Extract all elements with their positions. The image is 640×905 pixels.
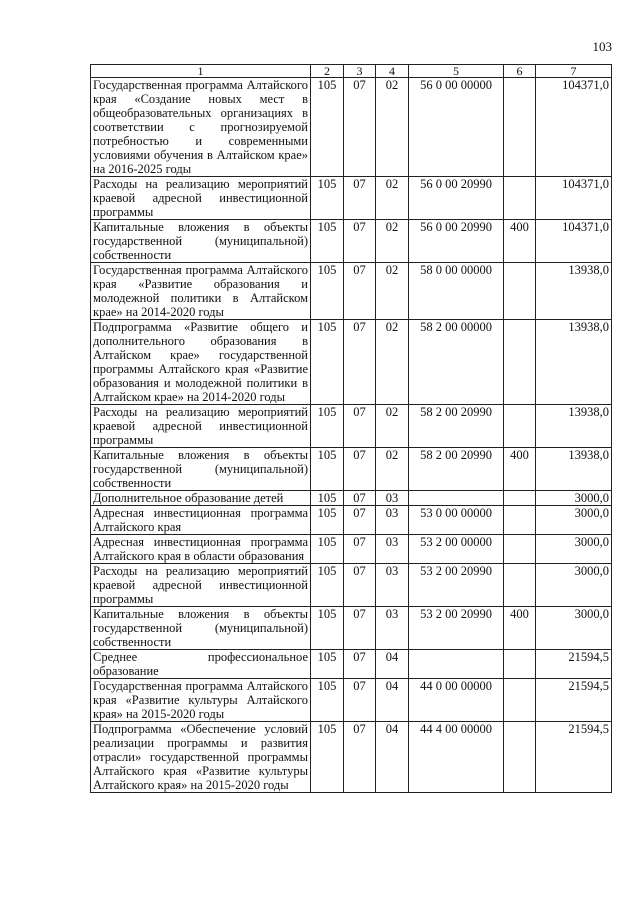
- row-name-cell: Капитальные вложения в объекты государственной (муниципальной) собственности: [91, 448, 311, 491]
- table-row: [91, 220, 612, 263]
- row-code-4-cell: 04: [376, 679, 409, 722]
- row-code-6-cell: [504, 650, 536, 679]
- row-code-6-cell: [504, 78, 536, 177]
- table-row: [91, 564, 612, 607]
- row-code-4-cell: 04: [376, 722, 409, 793]
- row-code-6-cell: [504, 722, 536, 793]
- row-amount-cell: 3000,0: [536, 535, 612, 564]
- table-row: [91, 177, 612, 220]
- row-name-cell: Подпрограмма «Развитие общего и дополнительного образования в Алтайском крае» государственной программы Алтайского края «Развитие образования и молодежной политики в Алтайском крае» на 2014-2020 годы: [91, 320, 311, 405]
- row-code-3-cell: 07: [344, 177, 376, 220]
- row-code-2-cell: 105: [311, 405, 344, 448]
- row-name-cell: Расходы на реализацию мероприятий краевой адресной инвестиционной программы: [91, 564, 311, 607]
- row-code-4-cell: 03: [376, 535, 409, 564]
- row-code-6-cell: [504, 405, 536, 448]
- row-code-4-cell: 02: [376, 448, 409, 491]
- row-code-3-cell: 07: [344, 535, 376, 564]
- row-amount-cell: 3000,0: [536, 564, 612, 607]
- row-code-6-cell: [504, 564, 536, 607]
- table-row: [91, 607, 612, 650]
- row-code-6-cell: [504, 263, 536, 320]
- row-code-4-cell: 03: [376, 506, 409, 535]
- row-code-3-cell: 07: [344, 722, 376, 793]
- row-amount-cell: 3000,0: [536, 607, 612, 650]
- row-code-3-cell: 07: [344, 405, 376, 448]
- row-code-2-cell: 105: [311, 263, 344, 320]
- header-col-3: 3: [344, 65, 376, 78]
- row-amount-cell: 13938,0: [536, 320, 612, 405]
- table-row: [91, 78, 612, 177]
- row-amount-cell: 3000,0: [536, 491, 612, 506]
- row-code-6-cell: [504, 320, 536, 405]
- row-code-2-cell: 105: [311, 506, 344, 535]
- table-row: [91, 491, 612, 506]
- row-code-2-cell: 105: [311, 650, 344, 679]
- row-name-cell: Расходы на реализацию мероприятий краевой адресной инвестиционной программы: [91, 405, 311, 448]
- row-code-2-cell: 105: [311, 448, 344, 491]
- table-row: [91, 722, 612, 793]
- table-row: [91, 405, 612, 448]
- table-header-row: [91, 65, 612, 78]
- row-code-5-cell: 53 2 00 00000: [409, 535, 504, 564]
- row-code-2-cell: 105: [311, 535, 344, 564]
- row-code-2-cell: 105: [311, 722, 344, 793]
- row-code-3-cell: 07: [344, 220, 376, 263]
- row-name-cell: Расходы на реализацию мероприятий краевой адресной инвестиционной программы: [91, 177, 311, 220]
- row-amount-cell: 3000,0: [536, 506, 612, 535]
- row-code-4-cell: 02: [376, 320, 409, 405]
- table-row: [91, 320, 612, 405]
- row-code-4-cell: 03: [376, 607, 409, 650]
- table-row: [91, 650, 612, 679]
- row-code-2-cell: 105: [311, 491, 344, 506]
- row-code-5-cell: 58 2 00 00000: [409, 320, 504, 405]
- header-col-5: 5: [409, 65, 504, 78]
- row-amount-cell: 13938,0: [536, 263, 612, 320]
- header-col-4: 4: [376, 65, 409, 78]
- row-code-5-cell: 58 0 00 00000: [409, 263, 504, 320]
- row-amount-cell: 13938,0: [536, 448, 612, 491]
- row-code-6-cell: 400: [504, 448, 536, 491]
- row-code-4-cell: 02: [376, 263, 409, 320]
- row-name-cell: Государственная программа Алтайского края «Создание новых мест в общеобразовательных организациях в соответствии с прогнозируемой потребностью и современными условиями обучения в Алтайском крае» на 2016-2025 годы: [91, 78, 311, 177]
- row-code-3-cell: 07: [344, 607, 376, 650]
- row-code-6-cell: 400: [504, 220, 536, 263]
- row-code-3-cell: 07: [344, 320, 376, 405]
- table-row: [91, 506, 612, 535]
- row-name-cell: Адресная инвестиционная программа Алтайского края в области образования: [91, 535, 311, 564]
- row-code-3-cell: 07: [344, 491, 376, 506]
- row-code-5-cell: 58 2 00 20990: [409, 448, 504, 491]
- row-amount-cell: 21594,5: [536, 679, 612, 722]
- row-code-3-cell: 07: [344, 650, 376, 679]
- row-code-3-cell: 07: [344, 564, 376, 607]
- table-row: [91, 263, 612, 320]
- header-col-7: 7: [536, 65, 612, 78]
- row-code-3-cell: 07: [344, 78, 376, 177]
- budget-table: [90, 64, 612, 793]
- row-code-5-cell: 44 0 00 00000: [409, 679, 504, 722]
- row-name-cell: Подпрограмма «Обеспечение условий реализации программы и развития отрасли» государственной программы Алтайского края «Развитие культуры Алтайского края» на 2015-2020 годы: [91, 722, 311, 793]
- row-code-3-cell: 07: [344, 263, 376, 320]
- row-code-3-cell: 07: [344, 506, 376, 535]
- row-amount-cell: 104371,0: [536, 177, 612, 220]
- row-code-2-cell: 105: [311, 320, 344, 405]
- header-col-6: 6: [504, 65, 536, 78]
- row-name-cell: Среднее профессиональное образование: [91, 650, 311, 679]
- row-code-2-cell: 105: [311, 607, 344, 650]
- row-code-2-cell: 105: [311, 564, 344, 607]
- row-code-6-cell: [504, 177, 536, 220]
- row-code-4-cell: 03: [376, 491, 409, 506]
- row-code-5-cell: 56 0 00 20990: [409, 220, 504, 263]
- header-col-1: 1: [91, 65, 311, 78]
- row-code-4-cell: 02: [376, 78, 409, 177]
- row-code-6-cell: [504, 491, 536, 506]
- row-code-4-cell: 02: [376, 405, 409, 448]
- page-number: 103: [592, 39, 612, 54]
- row-code-2-cell: 105: [311, 220, 344, 263]
- row-code-6-cell: [504, 506, 536, 535]
- row-code-6-cell: [504, 535, 536, 564]
- row-code-3-cell: 07: [344, 448, 376, 491]
- row-code-4-cell: 02: [376, 220, 409, 263]
- row-code-2-cell: 105: [311, 78, 344, 177]
- row-name-cell: Государственная программа Алтайского края «Развитие культуры Алтайского края» на 2015-2020 годы: [91, 679, 311, 722]
- row-code-5-cell: 53 2 00 20990: [409, 607, 504, 650]
- row-code-5-cell: 44 4 00 00000: [409, 722, 504, 793]
- row-code-5-cell: [409, 491, 504, 506]
- row-name-cell: Капитальные вложения в объекты государственной (муниципальной) собственности: [91, 607, 311, 650]
- row-code-5-cell: 56 0 00 20990: [409, 177, 504, 220]
- table-body: [91, 78, 612, 793]
- row-name-cell: Адресная инвестиционная программа Алтайского края: [91, 506, 311, 535]
- row-amount-cell: 104371,0: [536, 78, 612, 177]
- row-code-3-cell: 07: [344, 679, 376, 722]
- row-code-4-cell: 04: [376, 650, 409, 679]
- row-code-5-cell: 53 0 00 00000: [409, 506, 504, 535]
- row-code-2-cell: 105: [311, 177, 344, 220]
- row-name-cell: Государственная программа Алтайского края «Развитие образования и молодежной политики в Алтайском крае» на 2014-2020 годы: [91, 263, 311, 320]
- row-code-2-cell: 105: [311, 679, 344, 722]
- table-row: [91, 679, 612, 722]
- row-amount-cell: 104371,0: [536, 220, 612, 263]
- row-amount-cell: 21594,5: [536, 650, 612, 679]
- row-name-cell: Капитальные вложения в объекты государственной (муниципальной) собственности: [91, 220, 311, 263]
- row-code-4-cell: 03: [376, 564, 409, 607]
- row-code-6-cell: [504, 679, 536, 722]
- row-amount-cell: 13938,0: [536, 405, 612, 448]
- table-row: [91, 535, 612, 564]
- row-code-5-cell: 58 2 00 20990: [409, 405, 504, 448]
- row-name-cell: Дополнительное образование детей: [91, 491, 311, 506]
- row-code-6-cell: 400: [504, 607, 536, 650]
- row-code-4-cell: 02: [376, 177, 409, 220]
- row-code-5-cell: 53 2 00 20990: [409, 564, 504, 607]
- table-row: [91, 448, 612, 491]
- row-code-5-cell: 56 0 00 00000: [409, 78, 504, 177]
- header-col-2: 2: [311, 65, 344, 78]
- row-amount-cell: 21594,5: [536, 722, 612, 793]
- row-code-5-cell: [409, 650, 504, 679]
